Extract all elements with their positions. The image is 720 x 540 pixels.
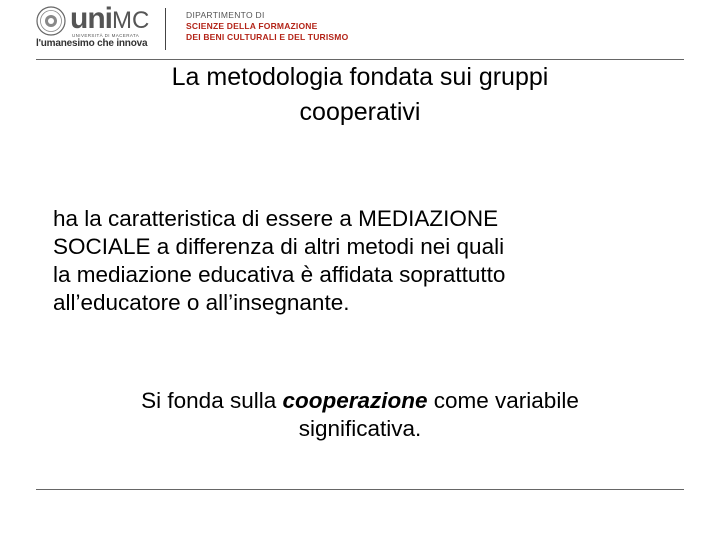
closing-text-after: come variabile — [427, 388, 579, 413]
title-line-2: cooperativi — [299, 98, 421, 126]
logo-word: uni — [70, 2, 112, 35]
slide-closing-statement — [40, 387, 680, 443]
closing-line-1 — [40, 387, 680, 415]
paragraph-line-3: la mediazione educativa è affidata soprattutto — [53, 262, 506, 287]
department-line-2: SCIENZE DELLA FORMAZIONE — [186, 21, 318, 31]
logo-subtitle: UNIVERSITÀ DI MACERATA — [72, 33, 140, 38]
department-line-1: DIPARTIMENTO DI — [186, 10, 265, 20]
department-line-3: DEI BENI CULTURALI E DEL TURISMO — [186, 32, 349, 42]
tagline: l'umanesimo che innova — [36, 38, 148, 49]
closing-line-2: significativa. — [298, 416, 422, 441]
title-line-1: La metodologia fondata sui gruppi — [171, 63, 549, 91]
closing-text-before: Si fonda sulla — [141, 388, 283, 413]
closing-emphasis: cooperazione — [282, 388, 428, 413]
slide-header — [0, 0, 720, 58]
paragraph-line-2: SOCIALE a differenza di altri metodi nei quali — [53, 234, 505, 259]
header-divider — [165, 8, 166, 50]
bottom-rule — [36, 489, 684, 490]
department-name — [186, 10, 348, 43]
slide-title — [60, 60, 660, 130]
slide-paragraph — [53, 205, 673, 317]
paragraph-line-1: ha la caratteristica di essere a MEDIAZIONE — [53, 206, 499, 231]
logo-word-suffix: MC — [112, 7, 150, 34]
paragraph-line-4: all’educatore o all’insegnante. — [53, 290, 350, 315]
university-seal-icon — [36, 6, 66, 36]
